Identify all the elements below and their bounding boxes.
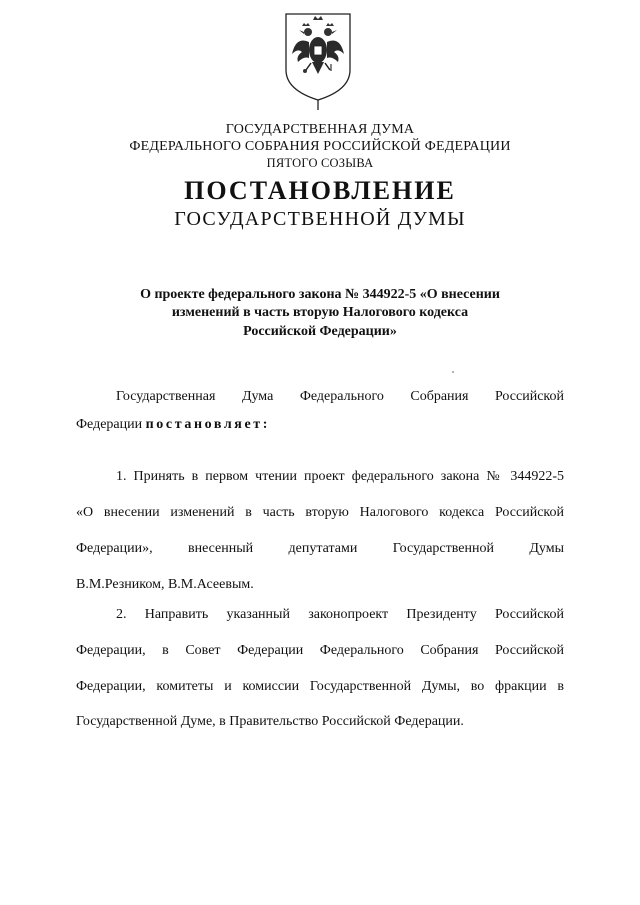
document-subtitle: ГОСУДАРСТВЕННОЙ ДУМЫ [174,208,466,230]
item1-line-3: Федерации», внесенный депутатами Государственной Думы [76,541,564,556]
item1-line-1: 1. Принять в первом чтении проект федерального закона № 344922-5 [116,469,564,484]
russian-double-headed-eagle-icon [278,8,358,112]
subject-line-1: О проекте федерального закона № 344922-5 «О внесении [140,287,500,302]
scan-speck [452,371,454,373]
document-title: ПОСТАНОВЛЕНИЕ [184,176,456,205]
resolution-verb: постановляет: [145,417,271,432]
item2-line-1: 2. Направить указанный законопроект Президенту Российской [116,607,564,622]
preamble-line-1: Государственная Дума Федерального Собрания Российской [116,389,564,404]
preamble-line-2 [76,416,564,434]
convocation-line: ПЯТОГО СОЗЫВА [266,156,374,170]
item2-line-4: Государственной Думе, в Правительство Российской Федерации. [76,714,464,729]
item2-line-2: Федерации, в Совет Федерации Федерального Собрания Российской [76,643,564,658]
item2-line-3: Федерации, комитеты и комиссии Государственной Думы, во фракции в [76,679,564,694]
subject-line-3: Российской Федерации» [243,324,397,339]
item1-line-2: «О внесении изменений в часть вторую Налогового кодекса Российской [76,505,564,520]
item1-line-4: В.М.Резником, В.М.Асеевым. [76,577,254,592]
subject-line-2: изменений в часть вторую Налогового кодекса [171,305,469,320]
issuer-line-2: ФЕДЕРАЛЬНОГО СОБРАНИЯ РОССИЙСКОЙ ФЕДЕРАЦИИ [129,139,511,154]
preamble-prefix: Федерации [76,417,146,432]
issuer-line-1: ГОСУДАРСТВЕННАЯ ДУМА [225,122,415,137]
